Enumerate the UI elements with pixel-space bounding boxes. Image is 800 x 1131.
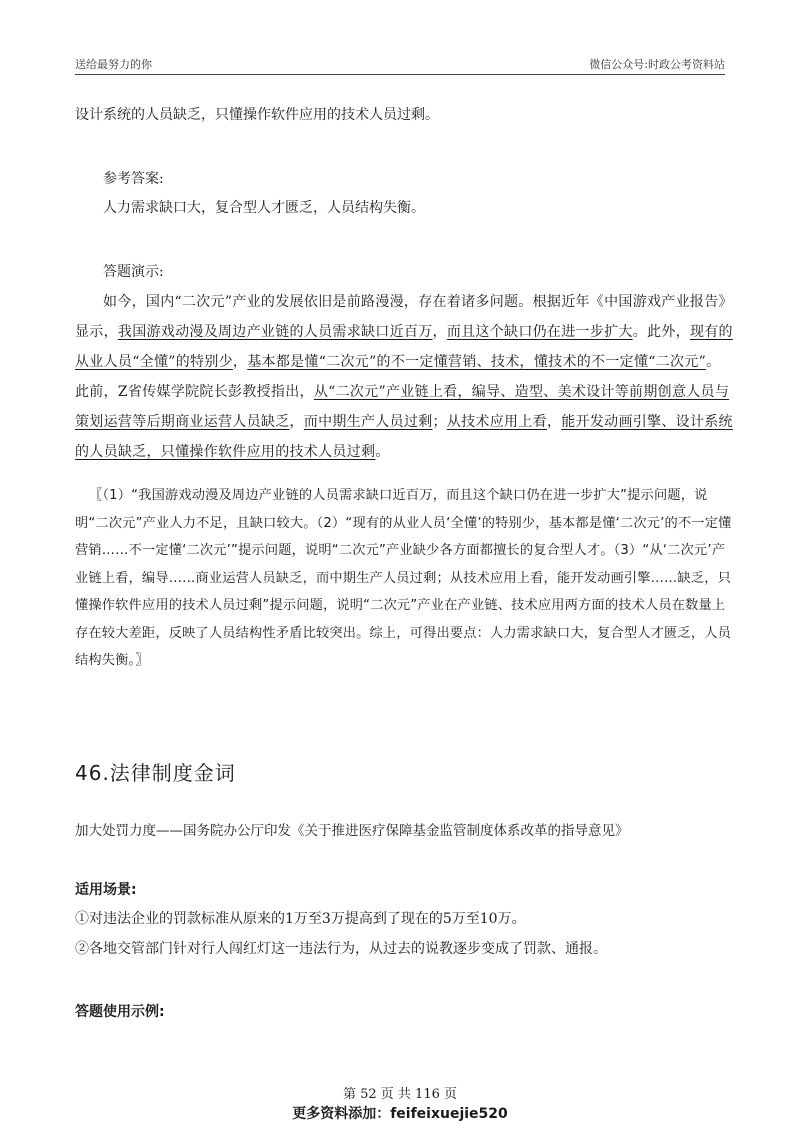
analysis-paragraph: 〖（1）“我国游戏动漫及周边产业链的人员需求缺口近百万，而且这个缺口仍在进一步扩大”提示问题，说明“二次元”产业人力不足，且缺口较大。（2）“现有的从业人员‘全懂’的特别少，基本都是懂‘二次元’的不一定懂营销……不一定懂‘二次元’”提示问题，说明“二次元”产业缺少各方面都擅长的复合型人才。（3）“从‘二次元’产业链上看，编导……商业运营人员缺乏，而中期生产人员过剩；从技术应用上看，能开发动画引擎……缺乏，只懂操作软件应用的技术人员过剩”提示问题，说明“二次元”产业在产业链、技术应用两方面的技术人员在数量上存在较大差距，反映了人员结构性矛盾比较突出。综上，可得出要点：人力需求缺口大，复合型人才匮乏，人员结构失衡。〗 xyxy=(75,488,732,668)
demo-text: 。 xyxy=(375,444,390,460)
demo-underlined: 我国游戏动漫及周边产业链的人员需求缺口近百万 xyxy=(117,324,433,340)
answer-demo-paragraph xyxy=(75,287,733,467)
demo-underlined: 而中期生产人员过剩 xyxy=(303,414,433,430)
demo-text: ， xyxy=(546,414,562,430)
demo-text: ； xyxy=(432,414,447,430)
answer-demo-label: 答题演示: xyxy=(103,264,164,280)
header-right-account: 微信公众号:时政公考资料站 xyxy=(589,58,725,71)
demo-text: 。此外， xyxy=(632,324,690,340)
demo-text: ， xyxy=(432,324,447,340)
reference-answer-text: 人力需求缺口大，复合型人才匮乏，人员结构失衡。 xyxy=(103,200,425,216)
section-title: 46.法律制度金词 xyxy=(75,761,236,785)
demo-underlined: 现有的从业人员“全懂”的特别少 xyxy=(75,324,733,370)
scene-item: ②各地交管部门针对行人闯红灯这一违法行为，从过去的说教逐步变成了罚款、通报。 xyxy=(75,941,607,957)
demo-underlined: 基本都是懂“二次元”的不一定懂营销、技术，懂技术的不一定懂“二次元” xyxy=(247,354,707,370)
demo-text: 。此前，Z省传媒学院院长彭教授指出， xyxy=(75,354,721,400)
demo-underlined: 从技术应用上看 xyxy=(446,414,547,430)
term-line: 加大处罚力度——国务院办公厅印发《关于推进医疗保障基金监管制度体系改革的指导意见》 xyxy=(75,823,629,839)
scene-label: 适用场景: xyxy=(75,882,137,898)
demo-text: 如今，国内“二次元”产业的发展依旧是前路漫漫，存在着诸多问题。根据近年《中国游戏产业报告》显示， xyxy=(75,294,733,340)
demo-underlined: 从“二次元”产业链上看，编导、造型、美术设计等前期创意人员与策划运营等后期商业运营人员缺乏 xyxy=(75,384,730,430)
demo-underlined: 而且这个缺口仍在进一步扩大 xyxy=(446,324,633,340)
demo-text: ， xyxy=(232,354,248,370)
scene-item: ①对违法企业的罚款标准从原来的1万至3万提高到了现在的5万至10万。 xyxy=(75,911,526,927)
reference-answer-label: 参考答案: xyxy=(103,171,164,187)
demo-text: ， xyxy=(289,414,304,430)
demo-underlined: 能开发动画引擎、设计系统的人员缺乏，只懂操作软件应用的技术人员过剩 xyxy=(75,414,733,460)
header-left-slogan: 送给最努力的你 xyxy=(75,58,152,71)
continued-line: 设计系统的人员缺乏，只懂操作软件应用的技术人员过剩。 xyxy=(75,107,439,123)
page-number: 第 52 页 共 116 页 xyxy=(342,1087,458,1102)
page-header xyxy=(75,54,725,75)
usage-example-label: 答题使用示例: xyxy=(75,1004,165,1020)
footer-contact: 更多资料添加：feifeixuejie520 xyxy=(292,1106,508,1122)
